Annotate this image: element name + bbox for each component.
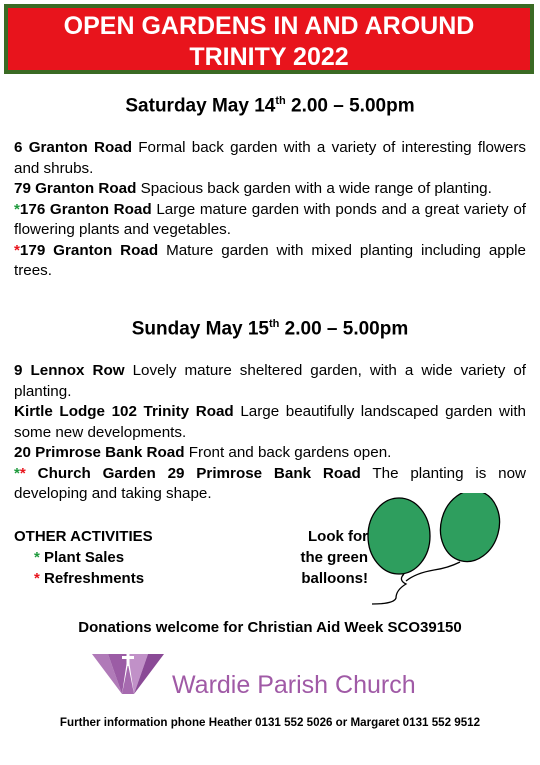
sunday-time: 2.00 – 5.00pm bbox=[279, 318, 409, 340]
contact-footer: Further information phone Heather 0131 552 5026 or Margaret 0131 552 9512 bbox=[59, 716, 481, 729]
garden-description: Front and back gardens open. bbox=[184, 444, 392, 461]
garden-name: 20 Primrose Bank Road bbox=[14, 444, 185, 461]
saturday-time: 2.00 – 5.00pm bbox=[285, 95, 415, 117]
balloon-left-icon bbox=[368, 498, 430, 574]
activity-label: Plant Sales bbox=[39, 549, 125, 566]
garden-name: Church Garden 29 Primrose Bank Road bbox=[25, 464, 361, 482]
banner-title-line-1: OPEN GARDENS IN AND AROUND bbox=[63, 12, 475, 40]
garden-description: The planting is now developing and taking shape. bbox=[14, 464, 526, 502]
garden-entry bbox=[14, 200, 526, 241]
look-line-2: the green bbox=[300, 549, 368, 566]
activity-item bbox=[14, 547, 153, 568]
sunday-suffix: th bbox=[269, 318, 280, 330]
church-logo-icon bbox=[92, 650, 164, 696]
sunday-heading bbox=[0, 318, 540, 340]
garden-entry bbox=[14, 361, 526, 402]
garden-description: Mature garden with mixed planting including apple trees. bbox=[14, 241, 526, 279]
garden-description: Large beautifully landscaped garden with some new developments. bbox=[14, 403, 526, 441]
activity-item bbox=[14, 568, 153, 589]
title-banner bbox=[4, 4, 534, 74]
look-line-1: Look for bbox=[308, 528, 368, 545]
garden-description: Formal back garden with a variety of interesting flowers and shrubs. bbox=[14, 139, 526, 177]
garden-entry bbox=[14, 138, 526, 179]
garden-entry bbox=[14, 402, 526, 443]
garden-entry bbox=[14, 241, 526, 282]
garden-description: Lovely mature sheltered garden, with a wide variety of planting. bbox=[14, 362, 526, 400]
church-name: Wardie Parish Church bbox=[172, 671, 416, 699]
garden-name: 6 Granton Road bbox=[14, 139, 132, 156]
activity-label: Refreshments bbox=[39, 570, 145, 587]
red-star: * bbox=[34, 570, 40, 587]
green-balloons-illustration bbox=[360, 493, 520, 613]
balloon-right-icon bbox=[433, 493, 508, 568]
banner-title-line-2: TRINITY 2022 bbox=[189, 43, 349, 71]
look-for-balloons-note bbox=[262, 526, 368, 589]
balloon-string-icon bbox=[372, 574, 406, 604]
saturday-heading bbox=[0, 95, 540, 117]
garden-name: 176 Granton Road bbox=[19, 200, 152, 218]
look-line-3: balloons! bbox=[301, 570, 368, 587]
garden-description: Spacious back garden with a wide range of planting. bbox=[136, 180, 492, 197]
other-activities-heading: OTHER ACTIVITIES bbox=[14, 528, 153, 545]
saturday-suffix: th bbox=[275, 95, 286, 107]
garden-name: 179 Granton Road bbox=[19, 241, 159, 259]
garden-name: 9 Lennox Row bbox=[14, 362, 125, 379]
saturday-garden-list bbox=[14, 138, 526, 282]
red-star: * bbox=[19, 464, 26, 482]
garden-entry bbox=[14, 443, 526, 464]
donations-note: Donations welcome for Christian Aid Week SCO39150 bbox=[78, 619, 462, 636]
saturday-day: Saturday May 14 bbox=[125, 95, 276, 117]
red-star: * bbox=[14, 241, 20, 259]
green-star: * bbox=[34, 549, 40, 566]
sunday-garden-list bbox=[14, 361, 526, 505]
garden-name: 79 Granton Road bbox=[14, 180, 137, 197]
garden-description: Large mature garden with ponds and a great variety of flowering plants and vegetables. bbox=[14, 200, 526, 238]
garden-name: Kirtle Lodge 102 Trinity Road bbox=[14, 403, 234, 420]
sunday-day: Sunday May 15 bbox=[131, 318, 269, 340]
green-star: * bbox=[14, 464, 20, 482]
green-star: * bbox=[14, 200, 20, 218]
garden-entry bbox=[14, 179, 526, 200]
other-activities bbox=[14, 526, 153, 589]
